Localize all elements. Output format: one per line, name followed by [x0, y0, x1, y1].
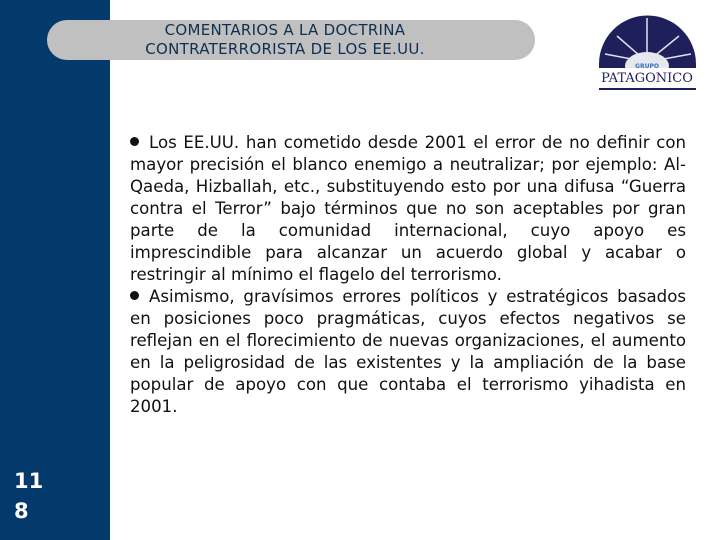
bullet-icon [130, 291, 139, 300]
title-line-2: CONTRATERRORISTA DE LOS EE.UU. [145, 40, 425, 58]
bullet-text: Asimismo, gravísimos errores políticos y estratégicos basados en posiciones poco pragmáticas, cuyos efectos negativos se reflejan en el florecimiento de nuevas organizaciones, el aumento en la peligrosidad de las existentes y la ampliación de la base popular de apoyo con que contaba el terrorismo yihadista en 2001. [130, 287, 686, 416]
svg-text:PATAGONICO: PATAGONICO [601, 71, 693, 86]
svg-text:GRUPO: GRUPO [635, 63, 659, 70]
grupo-patagonico-logo [595, 14, 700, 90]
bullet-icon [130, 137, 139, 146]
bullet-item [130, 132, 686, 286]
page-number [14, 466, 43, 526]
sidebar-band [0, 0, 110, 540]
slide-body [130, 132, 686, 418]
page-number-line-1: 11 [14, 469, 44, 493]
bullet-text: Los EE.UU. han cometido desde 2001 el error de no definir con mayor precisión el blanco enemigo a neutralizar; por ejemplo: Al-Qaeda, Hizballah, etc., substituyendo esto por una difusa “Guerra contra el Terror” bajo términos que no son aceptables por gran parte de la comunidad internacional, cuyo apoyo es imprescindible para alcanzar un acuerdo global y acabar o restringir al mínimo el flagelo del terrorismo. [130, 133, 686, 284]
title-line-1: COMENTARIOS A LA DOCTRINA [164, 21, 406, 39]
slide-title [110, 21, 460, 59]
page-number-line-2: 8 [14, 499, 29, 523]
bullet-item [130, 286, 686, 418]
